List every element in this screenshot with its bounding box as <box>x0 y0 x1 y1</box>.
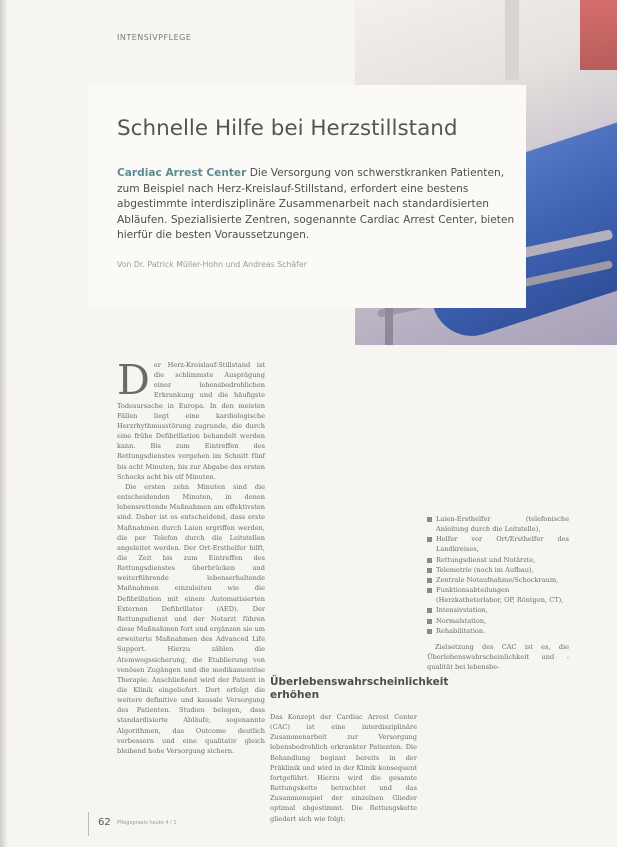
scan-edge <box>0 0 8 847</box>
article-title: Schnelle Hilfe bei Herzstillstand <box>117 116 458 141</box>
article-lead <box>117 166 522 244</box>
list-item: Rettungsdienst und Notärzte, <box>427 555 569 565</box>
list-item: Telemetrie (noch im Aufbau), <box>427 565 569 575</box>
body-column-3 <box>427 514 569 672</box>
paragraph: Die ersten zehn Minuten sind die entscheidenden Minuten, in denen lebensrettende Maßnahmen am effektivsten sind. Daher ist es entscheidend, dass erste Maßnahmen durch Laien ergriffen werden, die per Telefon durch die Leitstellen angeleitet werden. Der Ort-Ersthelfer hilft, die Zeit bis zum Eintreffen des Rettungsdienstes überbrücken und weiterführende lebenserhaltende Maßnahmen einzuleiten wie die Defibrillation mit einem Automatisierten Externen Defibrillator (AED). Der Rettungsdienst und der Notarzt führen diese Maßnahmen fort und ergänzen sie um erweiterte Maßnahmen des Advanced Life Support. Hierzu zählen die Atemwegssicherung, die Etablierung von venösen Zugängen und die medikamentöse Therapie. Anschließend wird der Patient in die Klinik eingeliefert. Dort erfolgt die weitere definitive und kausale Versorgung des Patienten. Studien belegen, dass standardisierte Abläufe, sogenannte Algorithmen, das Outcome deutlich verbessern und eine qualitativ gleich bleibend hohe Versorgung sichern. <box>117 482 265 755</box>
lead-text: Die Versorgung von schwerstkranken Patienten, zum Beispiel nach Herz-Kreislauf-Stillstand, erfordert eine bestens abgestimmte interdisziplinäre Zusammenarbeit nach standardisierten Abläufen. Spezialisierte Zentren, sogenannte Cardiac Arrest Center, bieten hierfür die besten Voraussetzungen. <box>117 167 515 241</box>
body-column-1 <box>117 356 265 756</box>
list-item: Normalstation, <box>427 616 569 626</box>
list-item: Intensivstation, <box>427 605 569 615</box>
list-item: Rehabilitation. <box>427 626 569 636</box>
body-column-2 <box>270 712 417 824</box>
section-kicker: INTENSIVPFLEGE <box>117 33 192 42</box>
paragraph: Das Konzept der Cardiac Arrest Center (CAC) ist eine interdisziplinäre Zusammenarbeit zur Versorgung lebensbedrohlich erkrankter Patienten. Die Behandlung beginnt bereits in der Präklinik und wird in der Klinik konsequent fortgeführt. Hierzu wird die gesamte Rettungskette betrachtet und das Zusammenspiel der einzelnen Glieder optimal abgestimmt. Die Rettungskette gliedert sich wie folgt: <box>270 713 417 823</box>
section-subheading: Überlebenswahrscheinlichkeit erhöhen <box>270 676 449 701</box>
article-authors: Von Dr. Patrick Müller-Hohn und Andreas Schäfer <box>117 260 307 269</box>
footer-rule <box>88 812 94 836</box>
list-item: Helfer vor Ort/Ersthelfer des Landkreises, <box>427 534 569 554</box>
list-item: Funktionsabteilungen (Herzkatheterlabor, OP, Röntgen, CT), <box>427 585 569 605</box>
lead-highlight: Cardiac Arrest Center <box>117 167 247 179</box>
list-item: Laien-Ersthelfer (telefonische Anleitung durch die Leitstelle), <box>427 514 569 534</box>
paragraph: er Herz-Kreislauf-Stillstand ist die schlimmste Ausprägung einer lebensbedrohlichen Erkrankung und die häufigste Todesursache in Europa. In den meisten Fällen liegt eine kardiologische Herzrhythmusstörung zugrunde, die durch eine frühe Defibrillation behandelt werden kann. Bis zum Eintreffen des Rettungsdienstes vergehen im Schnitt fünf bis acht Minuten, bis zur Abgabe des ersten Schocks acht bis elf Minuten. <box>117 361 265 481</box>
footer-source: Pflegepraxis heute 4 / 1 <box>117 820 177 826</box>
page-number: 62 <box>98 817 111 828</box>
drop-cap: D <box>117 356 150 404</box>
paragraph: Zielsetzung des CAC ist es, die Überlebenswahrscheinlichkeit und -qualität bei lebensbe- <box>427 642 569 672</box>
rescue-chain-list <box>427 514 569 636</box>
list-item: Zentrale Notaufnahme/Schockraum, <box>427 575 569 585</box>
